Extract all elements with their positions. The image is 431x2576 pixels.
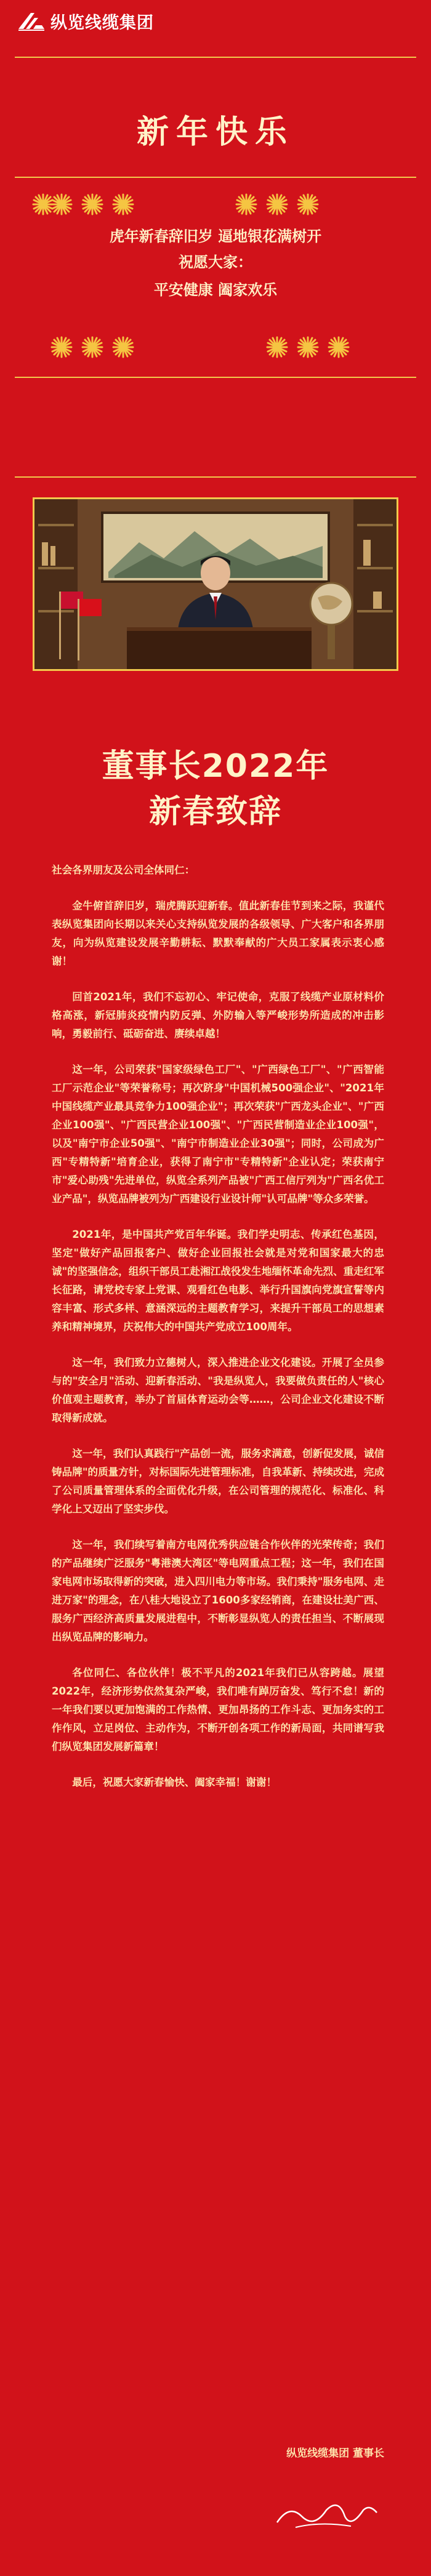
address-title-line2: 新春致辞 xyxy=(148,793,282,830)
company-logo xyxy=(16,9,154,33)
letter-paragraph: 回首2021年，我们不忘初心、牢记使命，克服了线缆产业原材料价格高涨，新冠肺炎疫情内防反弹、外防输入等严峻形势所造成的冲击影响，勇毅前行、砥砺奋进、赓续卓越！ xyxy=(52,991,384,1040)
couplet: 虎年新春辞旧岁 逼地银花满树开 xyxy=(109,228,322,245)
address-title-line1: 董事长2022年 xyxy=(102,748,329,785)
flower-ornament-icon xyxy=(31,192,400,217)
ornament-row xyxy=(0,192,431,217)
divider xyxy=(15,476,416,478)
divider xyxy=(15,177,416,178)
letter-body xyxy=(52,861,384,1809)
letter-paragraph: 这一年，我们认真践行"产品创一流，服务求满意，创新促发展，诚信铸品牌"的质量方针，对标国际先进管理标准，自我革新、持续改进，完成了公司质量管理体系的全面优化升级，在公司管理的规范化、标准化、科学化上又迈出了坚实步伐。 xyxy=(52,1448,384,1515)
company-name: 纵览线缆集团 xyxy=(50,13,154,33)
letter-paragraph: 这一年，我们续写着南方电网优秀供应链合作伙伴的光荣传奇；我们的产品继续广泛服务"粤港澳大湾区"等电网重点工程；这一年，我们在国家电网市场取得新的突破，进入四川电力等市场。我们秉持"服务电网、走进万家"的理念，在八桂大地设立了1600多家经销商，在建设壮美广西、服务广西经济高质量发展进程中，不断彰显纵览人的责任担当、不断展现出纵览品牌的影响力。 xyxy=(52,1539,384,1643)
wish-text: 平安健康 阖家欢乐 xyxy=(153,281,278,299)
divider xyxy=(15,57,416,58)
letter-paragraph: 这一年，公司荣获"国家级绿色工厂"、"广西绿色工厂"、"广西智能工厂示范企业"等荣誉称号；再次跻身"中国机械500强企业"、"2021年中国线缆产业最具竞争力100强企业"；再次荣获"广西龙头企业"、"广西企业100强"、"广西民营企业100强"、"广西民营制造业企业100强"，以及"南宁市企业50强"、"南宁市制造业企业30强"；同时，公司成为广西"专精特新"培育企业，获得了南宁市"专精特新"企业认定；荣获南宁市"爱心助残"先进单位，纵览全系列产品被"广西工信厅列为"广西名优工业产品"，纵览品牌被列为广西建设行业设计师"认可品牌"等众多荣誉。 xyxy=(52,1064,384,1205)
ornament-row xyxy=(0,335,431,359)
signoff: 纵览线缆集团 董事长 xyxy=(286,2447,384,2460)
letter-paragraph: 各位同仁、各位伙伴！极不平凡的2021年我们已从容跨越。展望2022年，经济形势依然复杂严峻，我们唯有踔厉奋发、笃行不怠！新的一年我们要以更加饱满的工作热情、更加昂扬的工作斗志、更加务实的工作作风，立足岗位、主动作为，不断开创各项工作的新局面，共同谱写我们纵览集团发展新篇章！ xyxy=(52,1667,384,1752)
letter-paragraph: 这一年，我们致力立德树人，深入推进企业文化建设。开展了全员参与的"安全月"活动、迎新春活动、"我是纵览人，我要做负责任的人"核心价值观主题教育，举办了首届体育运动会等……，公司企业文化建设不断取得新成就。 xyxy=(52,1357,384,1424)
divider xyxy=(15,377,416,378)
hero-title: 新年快乐 xyxy=(136,114,294,151)
letter-paragraph: 最后，祝愿大家新春愉快、阖家幸福！谢谢！ xyxy=(72,1776,277,1788)
signature-icon xyxy=(271,2492,382,2535)
chairman-photo xyxy=(33,497,398,671)
wish-intro: 祝愿大家： xyxy=(179,254,252,271)
letter-paragraph: 2021年，是中国共产党百年华诞。我们学史明志、传承红色基因，坚定"做好产品回报客户、做好企业回报社会就是对党和国家最大的忠诚"的坚强信念，组织干部员工赴湘江战役发生地缅怀革命先烈、重走红军长征路，请党校专家上党课、观看红色电影、举行升国旗向党旗宣誓等内容丰富、形式多样、意涵深远的主题教育学习，来提升干部员工的思想素养和精神境界，庆祝伟大的中国共产党成立100周年。 xyxy=(52,1229,384,1333)
salutation: 社会各界朋友及公司全体同仁： xyxy=(52,864,195,876)
logo-mark-icon xyxy=(16,10,47,31)
letter-paragraph: 金牛俯首辞旧岁，瑞虎腾跃迎新春。值此新春佳节到来之际，我谨代表纵览集团向长期以来关心支持纵览发展的各级领导、广大客户和各界朋友，向为纵览建设发展辛勤耕耘、默默奉献的广大员工家属表示衷心感谢！ xyxy=(52,900,384,967)
flower-ornament-icon xyxy=(31,335,400,359)
